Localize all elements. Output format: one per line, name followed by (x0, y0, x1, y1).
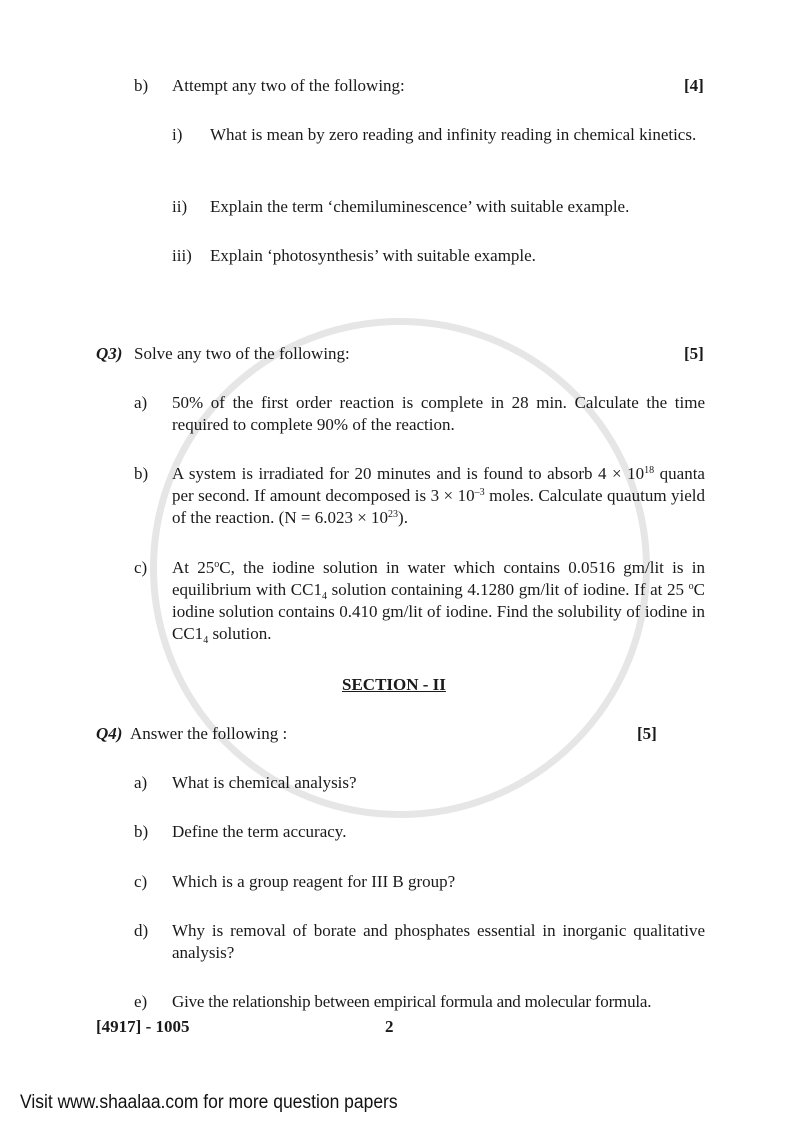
q3b-s2: –3 (474, 487, 485, 498)
q4d-label: d) (134, 921, 149, 940)
q3b-label: b) (134, 464, 149, 483)
q3b-t4: ). (398, 508, 408, 527)
q3a-label: a) (134, 393, 148, 412)
q3c-s2: o (688, 581, 694, 592)
q3b-s1: 18 (644, 465, 655, 476)
q4e-label: e) (134, 992, 148, 1011)
q4b-label: b) (134, 822, 149, 841)
q3b-text (172, 463, 705, 529)
q3c-t2: C, the iodine solution in water which contains 0.0516 gm/lit is in equilibrium with CC1 (172, 558, 705, 599)
q4d-text: Why is removal of borate and phosphates essential in inorganic qualitative analysis? (172, 921, 705, 962)
q4e-text: Give the relationship between empirical formula and molecular formula. (172, 992, 652, 1011)
q2b-ii-label: ii) (172, 197, 188, 216)
page-number: 2 (385, 1017, 394, 1036)
q2b-i-label: i) (172, 125, 183, 144)
q3a-text: 50% of the first order reaction is complete in 28 min. Calculate the time required to complete 90% of the reaction. (172, 393, 705, 434)
q2b-iii-label: iii) (172, 246, 192, 265)
q2b-label: b) (134, 76, 149, 95)
q3c-t5: solution. (208, 624, 272, 643)
q3c-b1: 4 (321, 591, 327, 602)
q3-marks: [5] (684, 344, 704, 363)
q4c-text: Which is a group reagent for III B group? (172, 872, 456, 891)
q2b-iii-text: Explain ‘photosynthesis’ with suitable example. (210, 246, 536, 265)
q3c-s1: o (214, 559, 220, 570)
q4-marks: [5] (637, 724, 657, 743)
q3-text: Solve any two of the following: (134, 344, 350, 363)
paper-code: [4917] - 1005 (96, 1017, 190, 1036)
q3c-t1: At 25 (172, 558, 215, 577)
q3c-t4: C iodine solution contains 0.410 gm/lit of iodine. Find the solubility of iodine in CC1 (172, 580, 705, 643)
q4-text: Answer the following : (130, 724, 288, 743)
section-heading: SECTION - II (342, 675, 446, 694)
q3c-t3: solution containing 4.1280 gm/lit of iodine. If at 25 (326, 580, 689, 599)
q4c-label: c) (134, 872, 148, 891)
q3-label: Q3) (96, 344, 123, 363)
q4b-text: Define the term accuracy. (172, 822, 347, 841)
q2b-ii-text: Explain the term ‘chemiluminescence’ with suitable example. (210, 197, 630, 216)
shaalaa-banner-link[interactable]: Visit www.shaalaa.com for more question papers (20, 1092, 398, 1113)
q3b-s3: 23 (388, 509, 399, 520)
q3b-t1: A system is irradiated for 20 minutes and is found to absorb 4 × 10 (172, 464, 645, 483)
q4a-label: a) (134, 773, 148, 792)
q3b-t3: moles. Calculate quautum yield of the reaction. (N = 6.023 × 10 (172, 486, 705, 527)
q3c-text (172, 557, 705, 645)
q2b-text: Attempt any two of the following: (172, 76, 405, 95)
q4-label: Q4) (96, 724, 123, 743)
q2b-i-text: What is mean by zero reading and infinity reading in chemical kinetics. (210, 125, 697, 144)
q2b-marks: [4] (684, 76, 704, 95)
q3b-t2: quanta per second. If amount decomposed is 3 × 10 (172, 464, 705, 505)
q4a-text: What is chemical analysis? (172, 773, 357, 792)
q3c-b2: 4 (203, 635, 209, 646)
q3c-label: c) (134, 558, 148, 577)
